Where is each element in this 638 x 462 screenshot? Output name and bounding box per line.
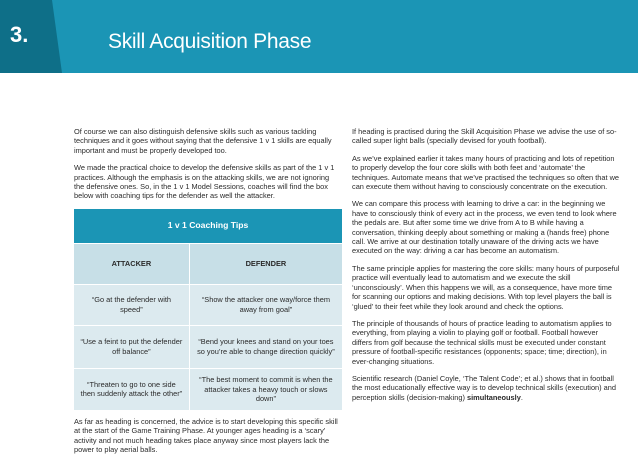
right-column <box>352 127 620 410</box>
right-paragraph-3: We can compare this process with learning to drive a car: in the beginning we have to consciously think of every act in the process, we even tend to look where the pedals are. But after some time we drive from A to B while having a conversation, thinking deeply about something or making a (hands free) phone call. We arrive at our destination totally unaware of the driving acts we have executed on the way: driving a car has become an automatism. <box>352 199 617 256</box>
table-cell: “Threaten to go to one side then suddenly attack the other” <box>74 369 189 411</box>
section-number: 3. <box>10 22 29 47</box>
table-row <box>74 369 342 411</box>
table-cell: “Show the attacker one way/force them away from goal” <box>189 285 342 326</box>
table-title: 1 v 1 Coaching Tips <box>74 209 342 244</box>
emphasis-simultaneously: simultaneously <box>467 392 521 402</box>
header-background <box>0 0 638 73</box>
table-cell: “Bend your knees and stand on your toes so you’re able to change direction quickly” <box>189 326 342 369</box>
right-paragraph-6-text: Scientific research (Daniel Coyle, ‘The Talent Code’; et al.) shows that in football the most educationally effective way is to develop technical skills (execution) and perception skills (decision-making) <box>352 373 617 402</box>
table-header-attacker: ATTACKER <box>74 244 189 285</box>
header-bar <box>0 0 638 73</box>
right-paragraph-2: As we’ve explained earlier it takes many hours of practicing and lots of repetition to properly develop the four core skills with both feet and ‘automate’ the techniques. Automate means that we’ve practised the techniques so often that we can execute them without having to consciously concentrate on the execution. <box>352 153 620 192</box>
left-column <box>74 127 340 462</box>
left-paragraph-1: Of course we can also distinguish defensive skills such as various tackling techniques and it goes without saying that the defensive 1 v 1 skills are equally important and must be properly developed too. <box>74 127 332 155</box>
page-title: Skill Acquisition Phase <box>108 30 312 53</box>
header-banner <box>0 0 638 73</box>
table-cell: “Use a feint to put the defender off balance” <box>74 326 189 369</box>
table-row <box>74 285 342 326</box>
table-row <box>74 326 342 369</box>
table-cell: “Go at the defender with speed” <box>74 285 189 326</box>
left-paragraph-3: As far as heading is concerned, the advice is to start developing this specific skill at the start of the Game Training Phase. At younger ages heading is a ‘scary’ activity and not much heading takes place anyway since most players lack the power to play aerial balls. <box>74 416 338 455</box>
right-paragraph-6 <box>352 374 620 402</box>
right-paragraph-4: The same principle applies for mastering the core skills: many hours of purposeful practice will eventually lead to automatism and we execute the skill ‘unconsciously’. When this happens we will, as a consequence, have more time for scanning our options and making decisions. With top level players the ball is ‘glued’ to their feet while they look around and check the options. <box>352 263 620 311</box>
right-paragraph-6-end: . <box>520 392 523 402</box>
right-paragraph-1: If heading is practised during the Skill Acquisition Phase we advise the use of so-called super light balls (specially devised for youth football). <box>352 127 617 146</box>
left-paragraph-2: We made the practical choice to develop the defensive skills as part of the 1 v 1 practices. Although the emphasis is on the attacking skills, we are not ignoring the defensive ones. So, in the 1 v 1 Model Sessions, coaches will find the box below with coaching tips for the defender as well the attacker. <box>74 163 335 201</box>
table-cell: “The best moment to commit is when the attacker takes a heavy touch or slows down” <box>189 369 342 411</box>
coaching-tips-table <box>74 209 342 411</box>
table-header-defender: DEFENDER <box>189 244 342 285</box>
right-paragraph-5: The principle of thousands of hours of practice leading to automatism applies to everything, from playing a violin to playing golf or football. Football however differs from golf because the technical skills must be executed under constant pressure of football-specific resistances (opponents; space; time; direction), in ever-changing situations. <box>352 318 612 366</box>
